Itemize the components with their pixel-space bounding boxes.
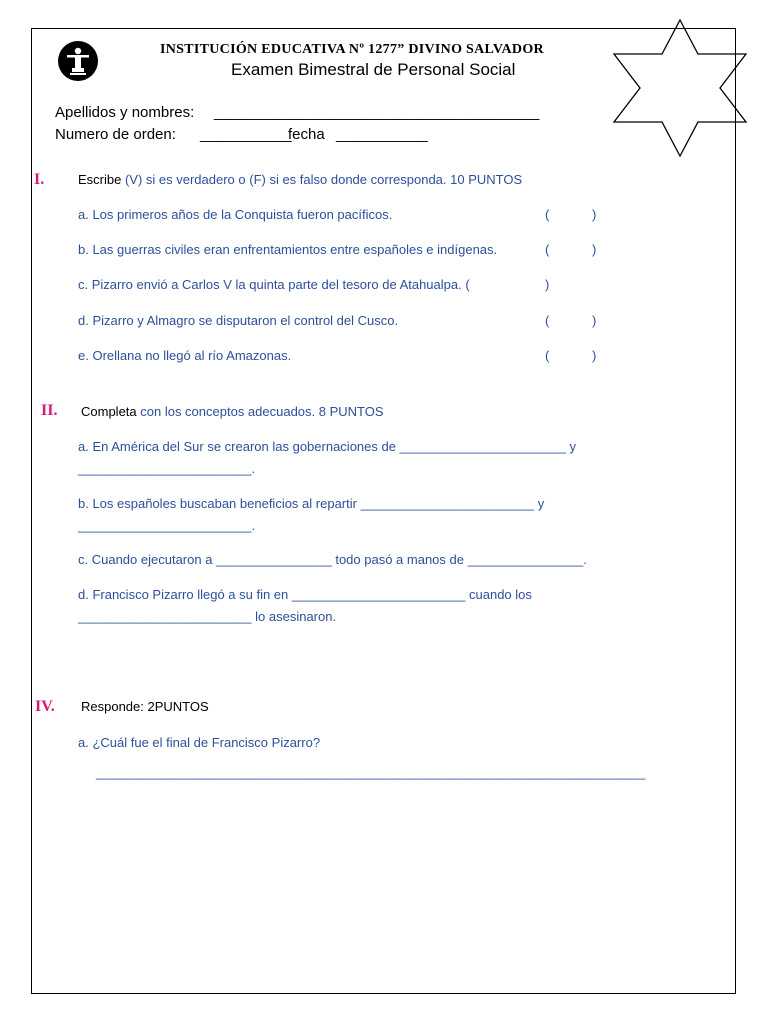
tf-item-close: )	[592, 207, 597, 222]
tf-item-text: d. Pizarro y Almagro se disputaron el control del Cusco.	[78, 313, 399, 328]
order-label: Numero de orden:	[55, 126, 176, 143]
fill-item-line: a. En América del Sur se crearon las gobernaciones de _______________________ y	[78, 439, 576, 454]
section-2-numeral: II.	[41, 402, 58, 419]
tf-item-open: (	[545, 348, 550, 363]
section-2-instruction: Completa con los conceptos adecuados. 8 PUNTOS	[81, 404, 384, 419]
date-field[interactable]: ___________	[336, 126, 428, 143]
fill-item-line: b. Los españoles buscaban beneficios al repartir ________________________ y	[78, 496, 545, 511]
order-field[interactable]: ___________	[200, 126, 292, 143]
tf-item-close: )	[545, 277, 550, 292]
school-logo	[57, 40, 99, 82]
star-shape	[612, 18, 748, 158]
tf-item-text: c. Pizarro envió a Carlos V la quinta parte del tesoro de Atahualpa. (	[78, 277, 470, 292]
section-4-instruction: Responde: 2PUNTOS	[81, 699, 209, 714]
tf-item-close: )	[592, 242, 597, 257]
answer-line[interactable]: ____________________________________________________________________________	[96, 765, 646, 780]
tf-item-text: a. Los primeros años de la Conquista fueron pacíficos.	[78, 207, 393, 222]
exam-title: Examen Bimestral de Personal Social	[231, 60, 516, 79]
tf-item-open: (	[545, 207, 550, 222]
tf-item-open: (	[545, 313, 550, 328]
open-question: a. ¿Cuál fue el final de Francisco Pizarro?	[78, 735, 321, 750]
section-1-instruction: Escribe (V) si es verdadero o (F) si es falso donde corresponda. 10 PUNTOS	[78, 172, 523, 187]
fill-item-line: ________________________.	[78, 461, 256, 476]
fill-item-line: c. Cuando ejecutaron a ________________ todo pasó a manos de ________________.	[78, 552, 587, 567]
school-name: INSTITUCIÓN EDUCATIVA Nº 1277” DIVINO SALVADOR	[160, 42, 544, 57]
tf-item-text: e. Orellana no llegó al río Amazonas.	[78, 348, 292, 363]
tf-item-text: b. Las guerras civiles eran enfrentamientos entre españoles e indígenas.	[78, 242, 498, 257]
section-1-numeral: I.	[34, 171, 45, 188]
tf-item-close: )	[592, 348, 597, 363]
section-4-numeral: IV.	[35, 698, 55, 715]
fill-item-line: ________________________ lo asesinaron.	[78, 609, 337, 624]
date-label: fecha	[288, 126, 325, 143]
fill-item-line: ________________________.	[78, 518, 256, 533]
tf-item-close: )	[592, 313, 597, 328]
tf-item-open: (	[545, 242, 550, 257]
names-label: Apellidos y nombres:	[55, 104, 195, 121]
fill-item-line: d. Francisco Pizarro llegó a su fin en ________________________ cuando los	[78, 587, 532, 602]
names-field[interactable]: _______________________________________	[214, 104, 540, 121]
